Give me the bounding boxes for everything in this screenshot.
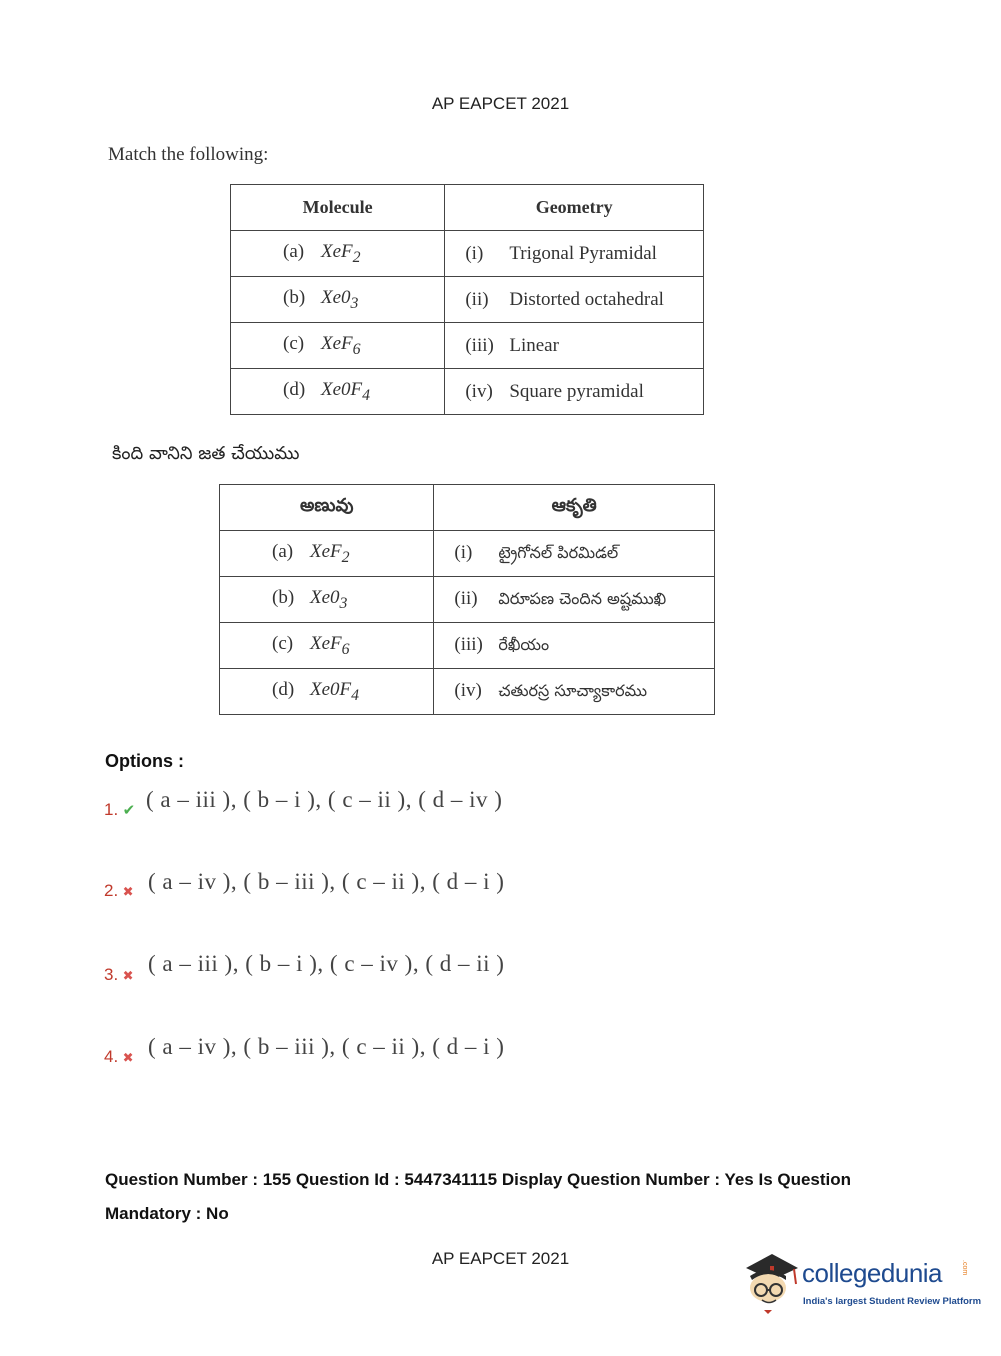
geometry-value: Distorted octahedral (509, 288, 664, 310)
molecule-cell (231, 323, 445, 369)
molecule-cell (220, 531, 434, 577)
geometry-cell (434, 669, 715, 715)
match-table-telugu (219, 484, 715, 715)
table-header-row (231, 185, 704, 231)
option-number: 4. (104, 1047, 119, 1066)
molecule-formula: $Xe0F_4$ (321, 378, 371, 404)
geometry-label: (i) (465, 242, 484, 264)
geometry-label: (iii) (465, 334, 494, 356)
geometry-label: (ii) (454, 587, 478, 609)
geometry-label: (ii) (465, 288, 489, 310)
molecule-label: (a) (283, 240, 305, 262)
match-table-english (230, 184, 704, 415)
table-row (231, 323, 704, 369)
option-number: 2. (104, 881, 119, 900)
option-2[interactable] (104, 881, 134, 901)
molecule-label: (a) (272, 540, 294, 562)
molecule-formula: XeF$_2$ (310, 540, 350, 566)
table-row (220, 623, 715, 669)
geometry-label: (i) (454, 541, 473, 563)
page-footer-title: AP EAPCET 2021 (431, 1249, 570, 1268)
option-4-text[interactable]: ( a – iv ), ( b – iii ), ( c – ii ), ( d – i ) (148, 1034, 505, 1059)
molecule-label: (d) (283, 378, 306, 400)
geometry-cell (434, 531, 715, 577)
molecule-formula: $Xe0F_4$ (310, 678, 360, 704)
incorrect-cross-icon: ✖ (122, 884, 134, 899)
collegedunia-logo[interactable] (742, 1250, 982, 1314)
geometry-label: (iii) (454, 633, 483, 655)
molecule-formula: XeF$_6$ (310, 632, 350, 658)
geometry-cell (445, 323, 704, 369)
molecule-formula: $Xe0_3$ (321, 286, 359, 312)
option-3[interactable] (104, 965, 134, 985)
incorrect-cross-icon: ✖ (122, 1050, 134, 1065)
question-meta-line-2: Mandatory : No (105, 1204, 229, 1223)
molecule-label: (c) (272, 632, 294, 654)
table-row (231, 277, 704, 323)
molecule-cell (220, 623, 434, 669)
option-3-text[interactable]: ( a – iii ), ( b – i ), ( c – iv ), ( d – ii ) (148, 951, 505, 976)
geometry-value: రేఖీయం (498, 634, 550, 654)
geometry-value: Trigonal Pyramidal (509, 242, 657, 264)
options-label: Options : (105, 751, 184, 771)
molecule-cell (220, 669, 434, 715)
molecule-label: (d) (272, 678, 295, 700)
molecule-cell (231, 277, 445, 323)
molecule-label: (b) (272, 586, 295, 608)
question-meta (105, 1163, 925, 1231)
molecule-formula: XeF$_6$ (321, 332, 361, 358)
molecule-column-header: అణువు (220, 485, 434, 531)
geometry-label: (iv) (465, 380, 493, 402)
geometry-cell (434, 623, 715, 669)
geometry-value: విరూపణ చెందిన అష్టముఖి (498, 588, 667, 608)
molecule-formula: XeF$_2$ (321, 240, 361, 266)
table-header-row (220, 485, 715, 531)
question-meta-line-1: Question Number : 155 Question Id : 5447341115 Display Question Number : Yes Is Question (105, 1170, 852, 1189)
option-2-text[interactable]: ( a – iv ), ( b – iii ), ( c – ii ), ( d – i ) (148, 869, 505, 894)
logo-com-suffix: .com (961, 1260, 968, 1276)
logo-tagline: India's largest Student Review Platform (803, 1296, 982, 1307)
molecule-cell (231, 231, 445, 277)
table-row (220, 531, 715, 577)
mascot-icon (742, 1250, 802, 1316)
geometry-cell (445, 277, 704, 323)
table-row (220, 577, 715, 623)
question-prompt-english: Match the following: (108, 144, 269, 165)
molecule-cell (220, 577, 434, 623)
page-header-title: AP EAPCET 2021 (431, 94, 570, 113)
geometry-cell (434, 577, 715, 623)
table-row (231, 369, 704, 415)
geometry-column-header: Geometry (445, 185, 704, 231)
molecule-label: (c) (283, 332, 305, 354)
molecule-formula: $Xe0_3$ (310, 586, 348, 612)
geometry-value: చతురస్ర సూచ్యాకారము (498, 680, 648, 700)
option-4[interactable] (104, 1047, 134, 1067)
incorrect-cross-icon: ✖ (122, 968, 134, 983)
geometry-cell (445, 231, 704, 277)
geometry-value: Square pyramidal (509, 380, 644, 402)
geometry-value: ట్రైగోనల్ పిరమిడల్ (498, 542, 619, 562)
option-number: 3. (104, 965, 119, 984)
geometry-value: Linear (509, 334, 559, 356)
option-number: 1. (104, 800, 119, 819)
geometry-label: (iv) (454, 679, 482, 701)
molecule-cell (231, 369, 445, 415)
correct-check-icon: ✔ (122, 802, 136, 819)
question-prompt-telugu: కింది వానిని జత చేయుము (112, 443, 300, 464)
geometry-column-header: ఆకృతి (434, 485, 715, 531)
molecule-column-header: Molecule (231, 185, 445, 231)
option-1-text[interactable]: ( a – iii ), ( b – i ), ( c – ii ), ( d – iv ) (146, 787, 503, 812)
logo-wordmark: collegedunia (802, 1258, 943, 1288)
option-1[interactable] (104, 800, 135, 820)
molecule-label: (b) (283, 286, 306, 308)
table-row (231, 231, 704, 277)
geometry-cell (445, 369, 704, 415)
table-row (220, 669, 715, 715)
